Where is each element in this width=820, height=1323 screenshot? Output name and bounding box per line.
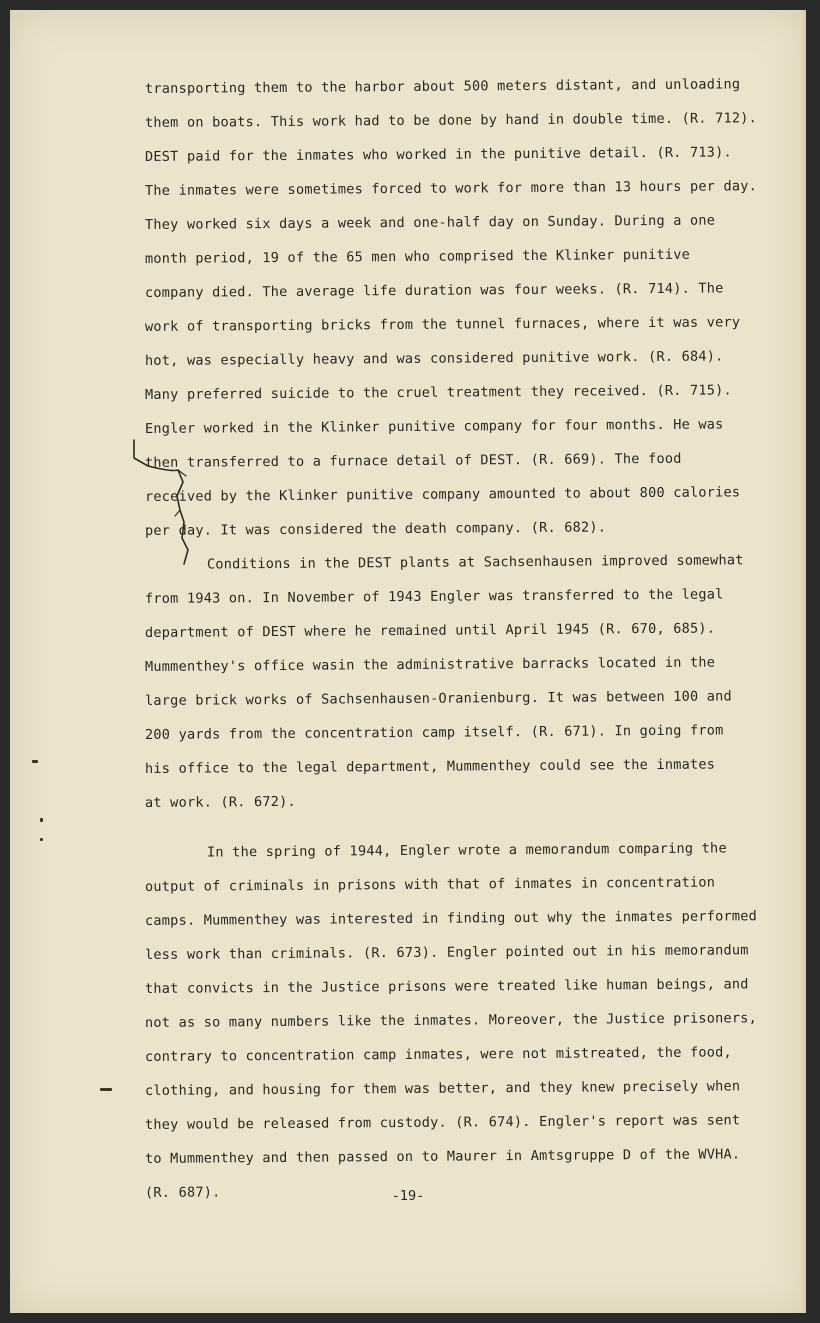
text-line: Conditions in the DEST plants at Sachsenhausen improved somewhat <box>206 552 744 573</box>
text-line: output of criminals in prisons with that of inmates in concentration <box>144 874 716 895</box>
text-line: Mummenthey's office wasin the administrative barracks located in the <box>144 654 716 675</box>
text-line: month period, 19 of the 65 men who comprised the Klinker punitive <box>144 246 691 267</box>
document-page <box>10 10 806 1313</box>
text-line: then transferred to a furnace detail of DEST. (R. 669). The food <box>144 450 682 471</box>
page-number: -19- <box>391 1188 425 1204</box>
typed-text-block <box>145 72 765 1210</box>
paper-speck <box>40 818 43 822</box>
text-line: clothing, and housing for them was better, and they knew precisely when <box>144 1078 741 1099</box>
text-line: not as so many numbers like the inmates. Moreover, the Justice prisoners, <box>144 1010 758 1031</box>
text-line: transporting them to the harbor about 500 meters distant, and unloading <box>144 76 741 97</box>
text-line: to Mummenthey and then passed on to Maurer in Amtsgruppe D of the WVHA. <box>144 1146 741 1167</box>
text-line: less work than criminals. (R. 673). Engler pointed out in his memorandum <box>144 942 749 963</box>
text-line: they would be released from custody. (R. 674). Engler's report was sent <box>144 1112 741 1133</box>
text-line: at work. (R. 672). <box>144 793 296 811</box>
text-line: The inmates were sometimes forced to work for more than 13 hours per day. <box>144 178 758 199</box>
text-line: DEST paid for the inmates who worked in the punitive detail. (R. 713). <box>144 144 732 165</box>
text-line: from 1943 on. In November of 1943 Engler was transferred to the legal <box>144 586 724 607</box>
text-line: 200 yards from the concentration camp itself. (R. 671). In going from <box>144 722 724 743</box>
text-line: contrary to concentration camp inmates, were not mistreated, the food, <box>144 1044 732 1065</box>
paper-speck <box>32 760 38 763</box>
text-line: Engler worked in the Klinker punitive company for four months. He was <box>144 416 724 437</box>
pencil-margin-mark <box>120 436 230 576</box>
text-line: (R. 687). <box>144 1184 221 1201</box>
paper-speck <box>40 838 43 841</box>
text-line: received by the Klinker punitive company amounted to about 800 calories <box>144 484 741 505</box>
text-line: work of transporting bricks from the tunnel furnaces, where it was very <box>144 314 741 335</box>
text-line: large brick works of Sachsenhausen-Oranienburg. It was between 100 and <box>144 688 732 709</box>
text-line: his office to the legal department, Mummenthey could see the inmates <box>144 756 716 777</box>
text-line: They worked six days a week and one-half day on Sunday. During a one <box>144 212 716 233</box>
text-line: In the spring of 1944, Engler wrote a memorandum comparing the <box>206 840 727 861</box>
text-line: department of DEST where he remained until April 1945 (R. 670, 685). <box>144 620 716 641</box>
text-line: hot, was especially heavy and was considered punitive work. (R. 684). <box>144 348 724 369</box>
text-line: camps. Mummenthey was interested in finding out why the inmates performed <box>144 908 758 929</box>
text-line: Many preferred suicide to the cruel treatment they received. (R. 715). <box>144 382 732 403</box>
text-line: company died. The average life duration was four weeks. (R. 714). The <box>144 280 724 301</box>
text-line: them on boats. This work had to be done by hand in double time. (R. 712). <box>144 110 758 131</box>
text-line: that convicts in the Justice prisons were treated like human beings, and <box>144 976 749 997</box>
paper-speck <box>100 1088 112 1091</box>
text-line: per day. It was considered the death company. (R. 682). <box>144 519 607 539</box>
page-edge <box>800 10 806 1313</box>
